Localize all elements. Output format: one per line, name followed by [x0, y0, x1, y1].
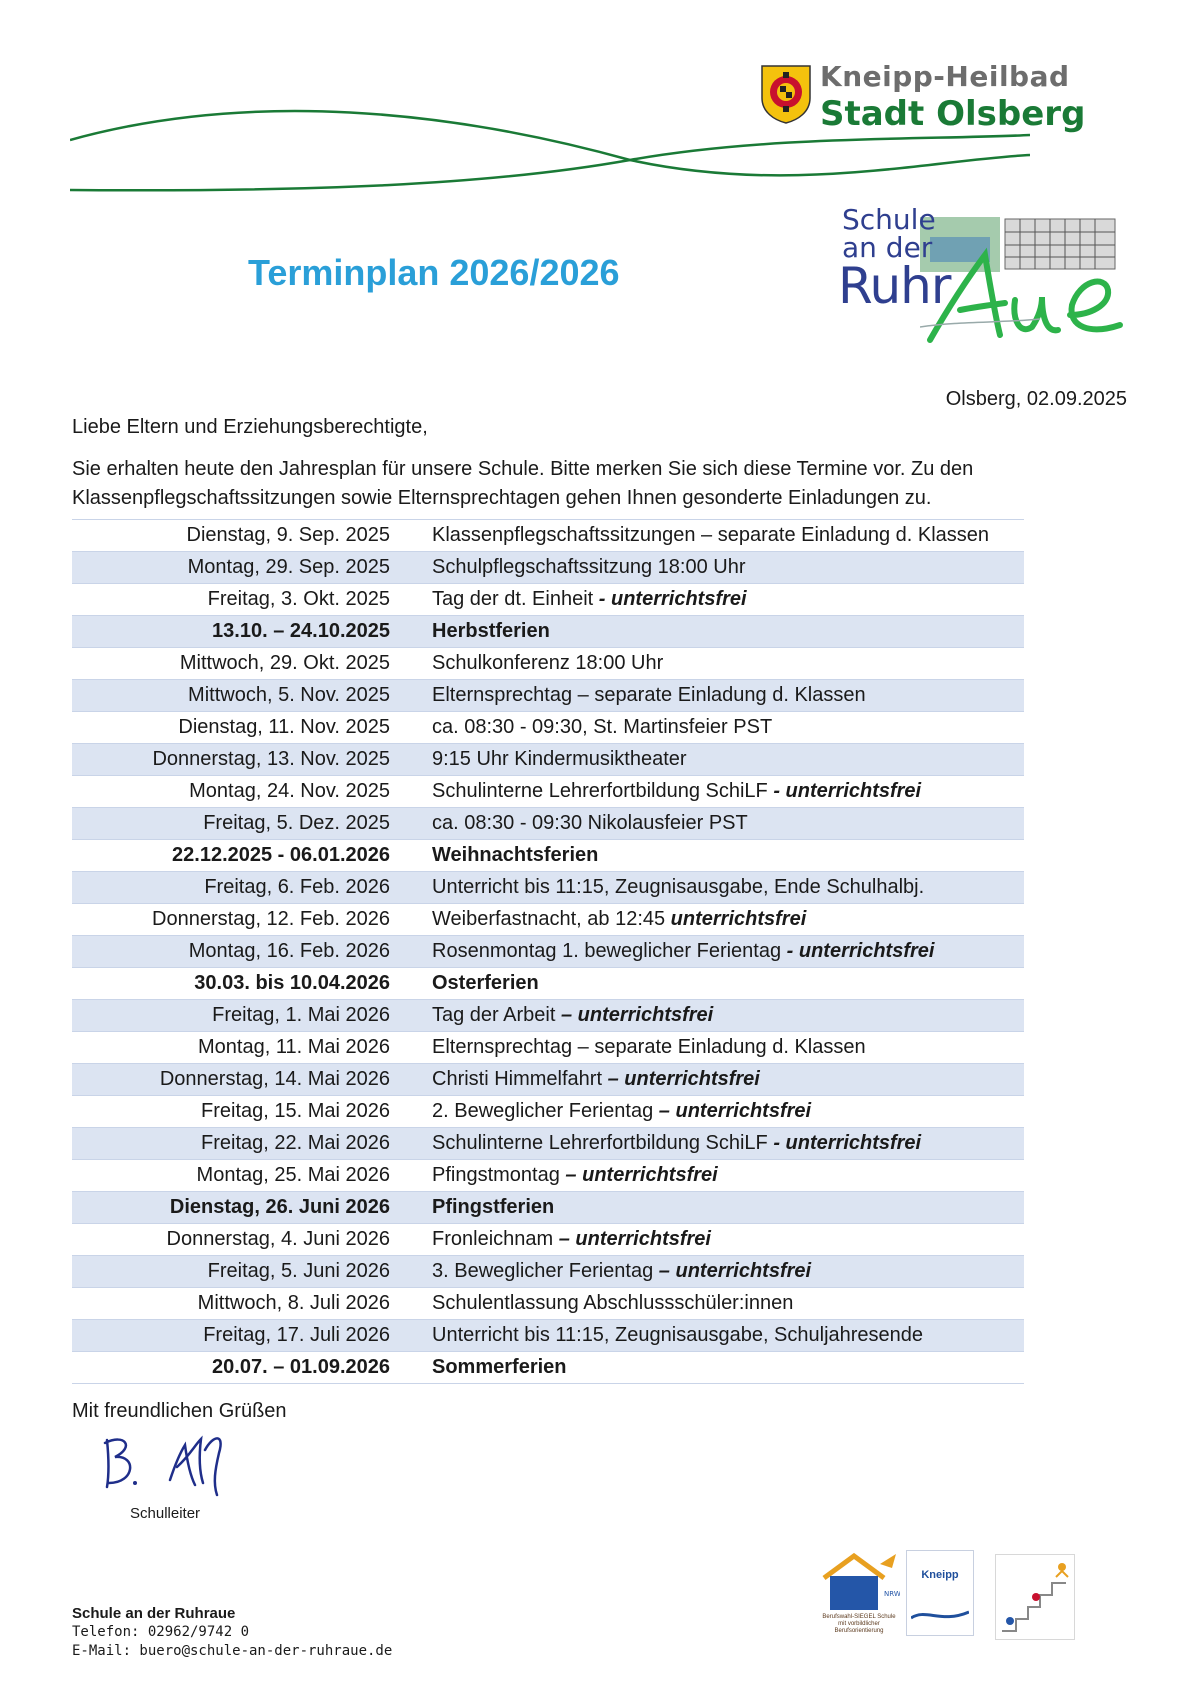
schedule-event: [432, 968, 1024, 1000]
intro-paragraph: Sie erhalten heute den Jahresplan für unsere Schule. Bitte merken Sie sich diese Termine vor. Zu den Klassenpflegschaftssitzungen sowie Elternsprechtagen gehen Ihnen gesonderte Einladungen zu.: [72, 458, 974, 509]
schedule-event-text: Elternsprechtag – separate Einladung d. Klassen: [432, 684, 866, 706]
closing-greeting: Mit freundlichen Grüßen: [72, 1400, 287, 1422]
schedule-event-note: - unterrichtsfrei: [773, 780, 922, 802]
schedule-gap: [390, 968, 432, 1000]
schedule-gap: [390, 584, 432, 616]
schedule-row: [72, 840, 1024, 872]
schedule-gap: [390, 1224, 432, 1256]
schedule-event-text: Pfingstmontag: [432, 1164, 566, 1186]
schedule-row: [72, 1128, 1024, 1160]
schedule-row: [72, 904, 1024, 936]
schedule-gap: [390, 776, 432, 808]
wave-icon: [911, 1606, 969, 1626]
schedule-event: [432, 808, 1024, 840]
schedule-row: [72, 1160, 1024, 1192]
schedule-date: Montag, 11. Mai 2026: [72, 1032, 390, 1064]
footer-email: E-Mail: buero@schule-an-der-ruhraue.de: [72, 1643, 393, 1659]
kneipp-badge-label: Kneipp: [921, 1569, 959, 1581]
schedule-event-text: 9:15 Uhr Kindermusiktheater: [432, 748, 687, 770]
schedule-event-text: Klassenpflegschaftssitzungen – separate Einladung d. Klassen: [432, 524, 990, 546]
schedule-date: Montag, 25. Mai 2026: [72, 1160, 390, 1192]
schedule-gap: [390, 1352, 432, 1384]
schedule-event-text: Weiberfastnacht, ab 12:45: [432, 908, 671, 930]
schedule-event-text: Osterferien: [432, 972, 539, 994]
schedule-row: [72, 968, 1024, 1000]
schedule-date: 13.10. – 24.10.2025: [72, 616, 390, 648]
schedule-gap: [390, 872, 432, 904]
schedule-gap: [390, 1000, 432, 1032]
schedule-row: [72, 744, 1024, 776]
schedule-event-text: 2. Beweglicher Ferientag: [432, 1100, 659, 1122]
schedule-event-text: Tag der Arbeit: [432, 1004, 561, 1026]
schedule-row: [72, 712, 1024, 744]
schedule-event: [432, 520, 1024, 552]
schedule-event: [432, 584, 1024, 616]
schedule-date: Freitag, 15. Mai 2026: [72, 1096, 390, 1128]
school-logo-line1: Schule: [842, 203, 936, 236]
schedule-event-note: – unterrichtsfrei: [658, 1260, 812, 1282]
schedule-row: [72, 584, 1024, 616]
schedule-event-text: Herbstferien: [432, 620, 550, 642]
house-stairs-icon: [818, 1550, 900, 1612]
schedule-date: Donnerstag, 4. Juni 2026: [72, 1224, 390, 1256]
schedule-row: [72, 1352, 1024, 1384]
school-logo-script-aue: [920, 235, 1130, 355]
schedule-event-text: Fronleichnam: [432, 1228, 559, 1250]
schedule-event: [432, 1000, 1024, 1032]
footer-contact: [72, 1604, 392, 1661]
schedule-event: [432, 1256, 1024, 1288]
schedule-event-text: Christi Himmelfahrt: [432, 1068, 608, 1090]
schedule-row: [72, 1288, 1024, 1320]
schedule-event: [432, 744, 1024, 776]
berufswahl-caption: Berufswahl-SIEGEL Schule mit vorbildlicher Berufsorientierung: [822, 1614, 896, 1634]
schedule-event-note: - unterrichtsfrei: [786, 940, 935, 962]
schedule-table: [72, 519, 1024, 1384]
schedule-gap: [390, 1032, 432, 1064]
schedule-event-note: unterrichtsfrei: [670, 908, 807, 930]
schedule-event: [432, 1192, 1024, 1224]
schedule-event: [432, 1032, 1024, 1064]
city-crest-icon: [760, 64, 812, 124]
city-logo-line2: Stadt Olsberg: [820, 94, 1086, 134]
schedule-event: [432, 680, 1024, 712]
school-logo-line3: Ruhr: [838, 257, 951, 315]
schedule-event: [432, 936, 1024, 968]
schedule-date: 20.07. – 01.09.2026: [72, 1352, 390, 1384]
schedule-event: [432, 904, 1024, 936]
schedule-event: [432, 1224, 1024, 1256]
schedule-row: [72, 808, 1024, 840]
schedule-event: [432, 1288, 1024, 1320]
schedule-event: [432, 1128, 1024, 1160]
schedule-gap: [390, 1096, 432, 1128]
schedule-event-text: Elternsprechtag – separate Einladung d. Klassen: [432, 1036, 866, 1058]
footer-school-name: Schule an der Ruhraue: [72, 1605, 236, 1622]
schedule-gap: [390, 616, 432, 648]
schedule-event-text: Schulinterne Lehrerfortbildung SchiLF: [432, 780, 774, 802]
schedule-date: Freitag, 5. Dez. 2025: [72, 808, 390, 840]
schedule-date: Freitag, 17. Juli 2026: [72, 1320, 390, 1352]
schedule-event-text: Schulkonferenz 18:00 Uhr: [432, 652, 664, 674]
schedule-date: Mittwoch, 5. Nov. 2025: [72, 680, 390, 712]
schedule-event: [432, 1352, 1024, 1384]
schedule-date: Montag, 29. Sep. 2025: [72, 552, 390, 584]
schedule-row: [72, 776, 1024, 808]
schedule-row: [72, 936, 1024, 968]
schedule-gap: [390, 808, 432, 840]
letter-date: Olsberg, 02.09.2025: [945, 388, 1127, 410]
schedule-date: 30.03. bis 10.04.2026: [72, 968, 390, 1000]
schedule-date: Mittwoch, 29. Okt. 2025: [72, 648, 390, 680]
schedule-date: Montag, 16. Feb. 2026: [72, 936, 390, 968]
schedule-event: [432, 776, 1024, 808]
schedule-event: [432, 1096, 1024, 1128]
schedule-event: [432, 616, 1024, 648]
schedule-row: [72, 1320, 1024, 1352]
schedule-event-text: ca. 08:30 - 09:30 Nikolausfeier PST: [432, 812, 748, 834]
schedule-event-text: Schulpflegschaftssitzung 18:00 Uhr: [432, 556, 746, 578]
schedule-event: [432, 872, 1024, 904]
salutation: Liebe Eltern und Erziehungsberechtigte,: [72, 416, 428, 438]
schedule-row: [72, 1064, 1024, 1096]
schedule-date: Dienstag, 9. Sep. 2025: [72, 520, 390, 552]
schedule-gap: [390, 1064, 432, 1096]
schedule-date: Freitag, 6. Feb. 2026: [72, 872, 390, 904]
schedule-date: Montag, 24. Nov. 2025: [72, 776, 390, 808]
schedule-gap: [390, 1288, 432, 1320]
stairs-figures-badge: [995, 1554, 1075, 1640]
schedule-gap: [390, 1320, 432, 1352]
schedule-gap: [390, 1128, 432, 1160]
schedule-event-text: 3. Beweglicher Ferientag: [432, 1260, 659, 1282]
schedule-row: [72, 552, 1024, 584]
schedule-event: [432, 648, 1024, 680]
schedule-event-note: – unterrichtsfrei: [658, 1100, 812, 1122]
schedule-row: [72, 872, 1024, 904]
schedule-row: [72, 1192, 1024, 1224]
schedule-event-note: – unterrichtsfrei: [560, 1004, 714, 1026]
schedule-row: [72, 680, 1024, 712]
kneipp-badge: [906, 1550, 974, 1636]
schedule-gap: [390, 936, 432, 968]
schedule-gap: [390, 1192, 432, 1224]
schedule-gap: [390, 712, 432, 744]
schedule-gap: [390, 904, 432, 936]
school-logo: [820, 195, 1130, 355]
schedule-date: 22.12.2025 - 06.01.2026: [72, 840, 390, 872]
schedule-event: [432, 712, 1024, 744]
schedule-event-text: Unterricht bis 11:15, Zeugnisausgabe, Schuljahresende: [432, 1324, 924, 1346]
schedule-row: [72, 520, 1024, 552]
stairs-figures-icon: [996, 1555, 1074, 1639]
handwritten-signature: [95, 1425, 245, 1500]
schedule-gap: [390, 840, 432, 872]
schedule-event-text: Schulentlassung Abschlussschüler:innen: [432, 1292, 794, 1314]
schedule-date: Dienstag, 11. Nov. 2025: [72, 712, 390, 744]
schedule-event-note: - unterrichtsfrei: [598, 588, 747, 610]
schedule-event-text: Tag der dt. Einheit: [432, 588, 599, 610]
schedule-event-text: Unterricht bis 11:15, Zeugnisausgabe, Ende Schulhalbj.: [432, 876, 925, 898]
schedule-gap: [390, 648, 432, 680]
schedule-event: [432, 1064, 1024, 1096]
schedule-event-note: – unterrichtsfrei: [565, 1164, 718, 1186]
signer-title: Schulleiter: [130, 1505, 201, 1522]
schedule-date: Donnerstag, 13. Nov. 2025: [72, 744, 390, 776]
schedule-row: [72, 616, 1024, 648]
city-logo: [760, 60, 1086, 140]
schedule-gap: [390, 680, 432, 712]
badge-nrw-tag: NRW: [884, 1590, 900, 1598]
page-title: Terminplan 2026/2026: [248, 252, 620, 293]
schedule-event-note: - unterrichtsfrei: [773, 1132, 922, 1154]
schedule-event-text: ca. 08:30 - 09:30, St. Martinsfeier PST: [432, 716, 773, 738]
schedule-event: [432, 840, 1024, 872]
schedule-event-note: – unterrichtsfrei: [607, 1068, 760, 1090]
school-logo-line2: an der: [842, 231, 933, 264]
schedule-date: Freitag, 22. Mai 2026: [72, 1128, 390, 1160]
schedule-date: Dienstag, 26. Juni 2026: [72, 1192, 390, 1224]
schedule-date: Freitag, 1. Mai 2026: [72, 1000, 390, 1032]
schedule-event: [432, 552, 1024, 584]
schedule-row: [72, 1032, 1024, 1064]
schedule-event: [432, 1320, 1024, 1352]
schedule-date: Freitag, 5. Juni 2026: [72, 1256, 390, 1288]
schedule-gap: [390, 520, 432, 552]
schedule-gap: [390, 1160, 432, 1192]
schedule-event-text: Sommerferien: [432, 1356, 567, 1378]
schedule-row: [72, 1096, 1024, 1128]
schedule-row: [72, 1256, 1024, 1288]
schedule-event-text: Weihnachtsferien: [432, 844, 599, 866]
schedule-gap: [390, 1256, 432, 1288]
schedule-date: Donnerstag, 14. Mai 2026: [72, 1064, 390, 1096]
schedule-gap: [390, 552, 432, 584]
schedule-gap: [390, 744, 432, 776]
schedule-event-text: Rosenmontag 1. beweglicher Ferientag: [432, 940, 787, 962]
berufswahl-siegel-badge: [818, 1550, 900, 1642]
schedule-date: Mittwoch, 8. Juli 2026: [72, 1288, 390, 1320]
footer-phone: Telefon: 02962/9742 0: [72, 1624, 250, 1640]
city-logo-line1: Kneipp-Heilbad: [820, 60, 1070, 93]
schedule-date: Freitag, 3. Okt. 2025: [72, 584, 390, 616]
schedule-event: [432, 1160, 1024, 1192]
schedule-date: Donnerstag, 12. Feb. 2026: [72, 904, 390, 936]
schedule-row: [72, 1224, 1024, 1256]
schedule-event-note: – unterrichtsfrei: [558, 1228, 711, 1250]
schedule-row: [72, 648, 1024, 680]
schedule-event-text: Pfingstferien: [432, 1196, 555, 1218]
schedule-row: [72, 1000, 1024, 1032]
schedule-event-text: Schulinterne Lehrerfortbildung SchiLF: [432, 1132, 774, 1154]
